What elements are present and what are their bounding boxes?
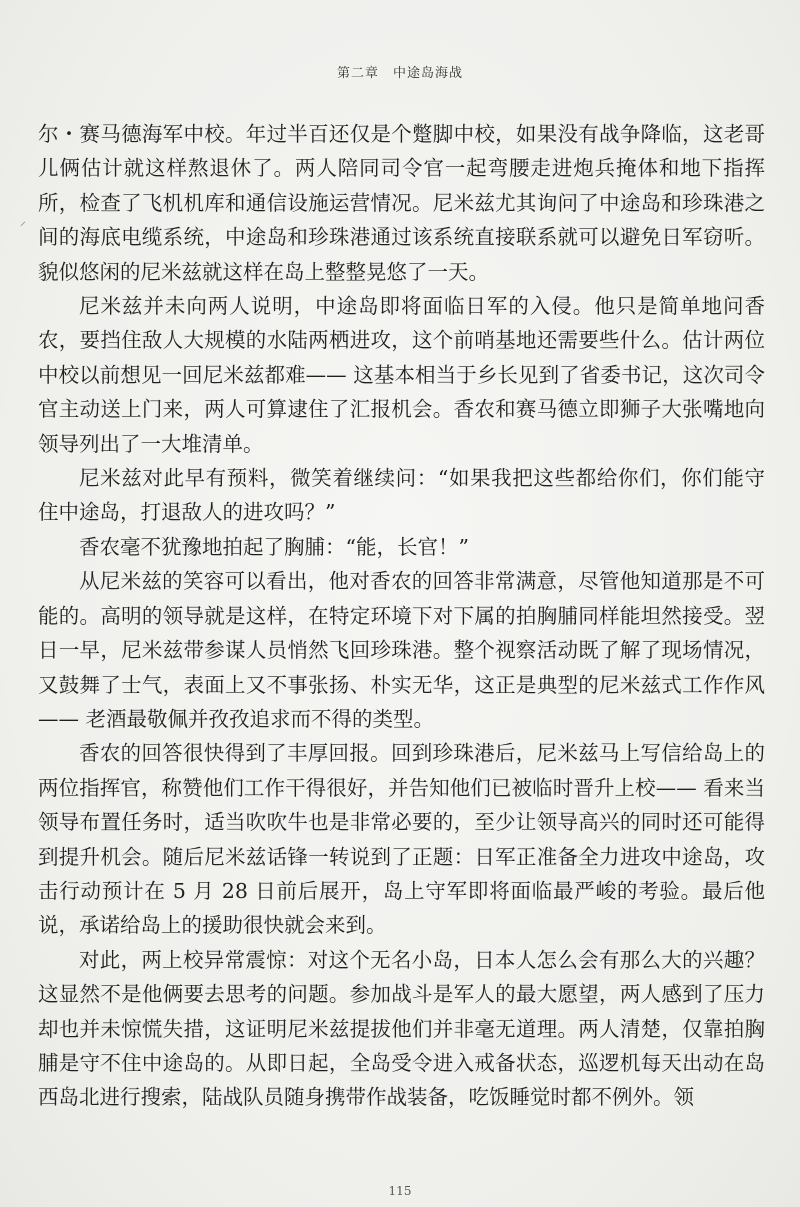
page-number: 115 <box>388 1184 412 1198</box>
paragraph-3: 尼米兹对此早有预料，微笑着继续问：“如果我把这些都给你们，你们能守住中途岛，打退敌人的进攻吗？” <box>38 466 765 525</box>
paragraph-7: 对此，两上校异常震惊：对这个无名小岛，日本人怎么会有那么大的兴趣？这显然不是他俩要去思考的问题。参加战斗是军人的最大愿望，两人感到了压力却也并未惊慌失措，这证明尼米兹提拔他们并非毫无道理。两人清楚，仅靠拍胸脯是守不住中途岛的。从即日起，全岛受令进入戒备状态，巡逻机每天出动在岛西岛北进行搜索，陆战队员随身携带作战装备，吃饭睡觉时都不例外。领 <box>38 947 765 1110</box>
paragraph-6: 香农的回答很快得到了丰厚回报。回到珍珠港后，尼米兹马上写信给岛上的两位指挥官，称赞他们工作干得很好，并告知他们已被临时晋升上校—— 看来当领导布置任务时，适当吹吹牛也是非常必要的，至少让领导高兴的同时还可能得到提升机会。随后尼米兹话锋一转说到了正题：日军正准备全力进攻中途岛，攻击行动预计在 5 月 28 日前后展开，岛上守军即将面临最严峻的考验。最后他说，承诺给岛上的援助很快就会来到。 <box>38 741 765 938</box>
paragraph-2: 尼米兹并未向两人说明，中途岛即将面临日军的入侵。他只是简单地问香农，要挡住敌人大规模的水陆两栖进攻，这个前哨基地还需要些什么。估计两位中校以前想见一回尼米兹都难—— 这基本相当于乡长见到了省委书记，这次司令官主动送上门来，两人可算逮住了汇报机会。香农和赛马德立即狮子大张嘴地向领导列出了一大堆清单。 <box>38 294 765 456</box>
running-head: 第二章 中途岛海战 <box>336 66 463 81</box>
paragraph-1: 尔・赛马德海军中校。年过半百还仅是个蹩脚中校，如果没有战争降临，这老哥儿俩估计就这样熬退休了。两人陪同司令官一起弯腰走进炮兵掩体和地下指挥所，检查了飞机机库和通信设施运营情况。尼米兹尤其询问了中途岛和珍珠港之间的海底电缆系统，中途岛和珍珠港通过该系统直接联系就可以避免日军窃听。貌似悠闲的尼米兹就这样在岛上整整晃悠了一天。 <box>38 122 765 284</box>
paragraph-4: 香农毫不犹豫地拍起了胸脯：“能，长官！” <box>79 534 469 559</box>
paragraph-5: 从尼米兹的笑容可以看出，他对香农的回答非常满意，尽管他知道那是不可能的。高明的领导就是这样，在特定环境下对下属的拍胸脯同样能坦然接受。翌日一早，尼米兹带参谋人员悄然飞回珍珠港。整个视察活动既了解了现场情况，又鼓舞了士气，表面上又不事张扬、朴实无华，这正是典型的尼米兹式工作作风—— 老酒最敬佩并孜孜追求而不得的类型。 <box>38 569 765 731</box>
body-text <box>38 117 765 1115</box>
scan-speck: ⸝ <box>20 214 27 228</box>
